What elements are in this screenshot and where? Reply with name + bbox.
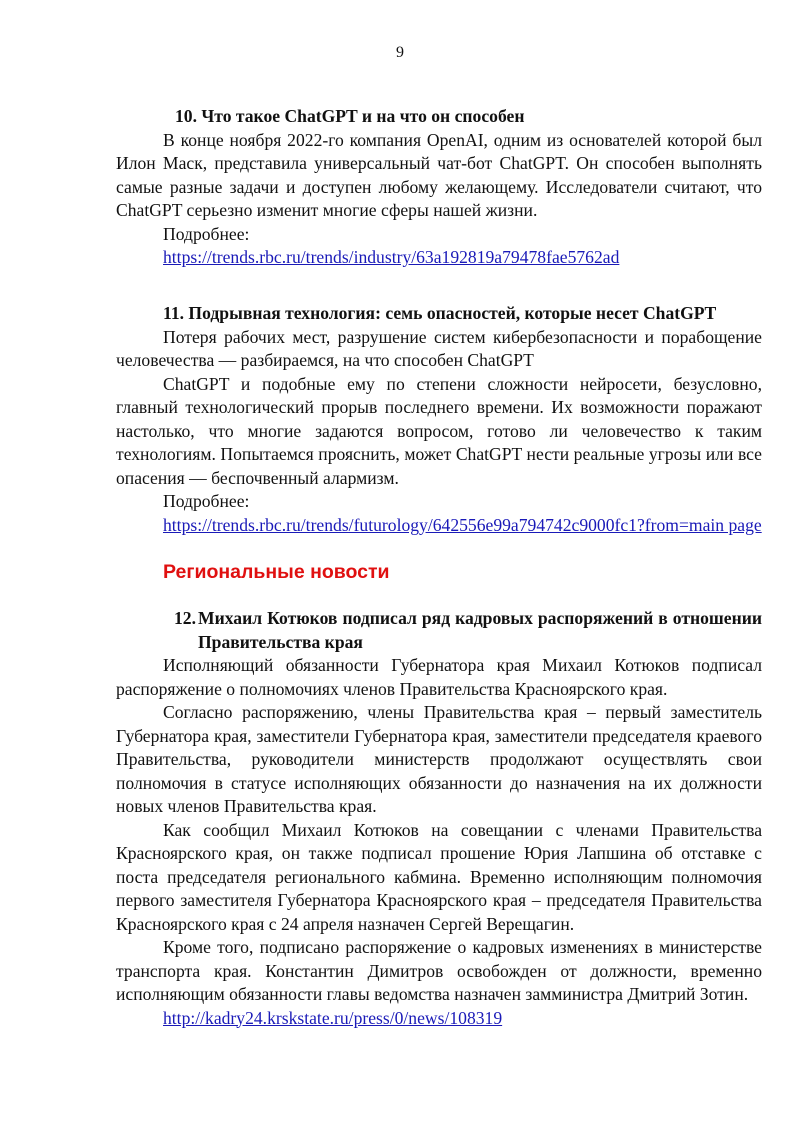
section-12 [116,607,762,1030]
section-11-link[interactable]: https://trends.rbc.ru/trends/futurology/642556e99a794742c9000fc1?from=main page [163,514,762,535]
section-12-title-row [116,607,762,654]
section-11-paragraph-2: ChatGPT и подобные ему по степени сложности нейросети, безусловно, главный технологический прорыв последнего времени. Их возможности поражают настолько, что многие задаются вопросом, готово ли человечество к таким технологиям. Попытаемся прояснить, может ChatGPT нести реальные угрозы или все опасения — беспочвенный алармизм. [116,373,762,488]
regional-news-heading: Региональные новости [163,561,390,583]
section-10 [116,105,762,270]
section-12-paragraph-2: Согласно распоряжению, члены Правительства края – первый заместитель Губернатора края, заместители Губернатора края, заместители председателя краевого Правительства, руководители министерств продолжают осуществлять свои полномочия в статусе исполняющих обязанности до назначения на их должности новых членов Правительства края. [116,702,762,816]
section-11-title: 11. Подрывная технология: семь опасностей, которые несет ChatGPT [163,303,717,323]
section-10-link[interactable]: https://trends.rbc.ru/trends/industry/63a192819a79478fae5762ad [163,247,620,267]
section-12-paragraph-3: Как сообщил Михаил Котюков на совещании с членами Правительства Красноярского края, он также подписал прошение Юрия Лапшина об отставке с поста председателя регионального кабмина. Временно исполняющим полномочия первого заместителя Губернатора Красноярского края – председателя Правительства Красноярского края с 24 апреля назначен Сергей Верещагин. [116,819,762,934]
section-12-title: Михаил Котюков подписал ряд кадровых распоряжений в отношении Правительства края [198,608,762,652]
section-12-number: 12. [174,608,196,628]
page-number: 9 [396,44,404,61]
section-10-more-label: Подробнее: [163,223,250,244]
section-12-link[interactable]: http://kadry24.krskstate.ru/press/0/news/108319 [163,1007,503,1028]
section-11-paragraph-1: Потеря рабочих мест, разрушение систем кибербезопасности и порабощение человечества — разбираемся, на что способен ChatGPT [116,326,762,370]
section-10-paragraph: В конце ноября 2022-го компания OpenAI, одним из основателей которой был Илон Маск, представила универсальный чат-бот ChatGPT. Он способен выполнять самые разные задачи и доступен любому желающему. Исследователи считают, что ChatGPT серьезно изменит многие сферы нашей жизни. [116,129,762,220]
section-11 [116,302,762,537]
section-12-paragraph-4: Кроме того, подписано распоряжение о кадровых изменениях в министерстве транспорта края. Константин Димитров освобожден от должности, временно исполняющим обязанности главы ведомства назначен замминистра Дмитрий Зотин. [116,937,762,1004]
section-11-more-label: Подробнее: [163,491,250,511]
section-10-title: 10. Что такое ChatGPT и на что он способен [175,106,525,126]
section-12-paragraph-1: Исполняющий обязанности Губернатора края Михаил Котюков подписал распоряжение о полномочиях членов Правительства Красноярского края. [116,655,762,699]
